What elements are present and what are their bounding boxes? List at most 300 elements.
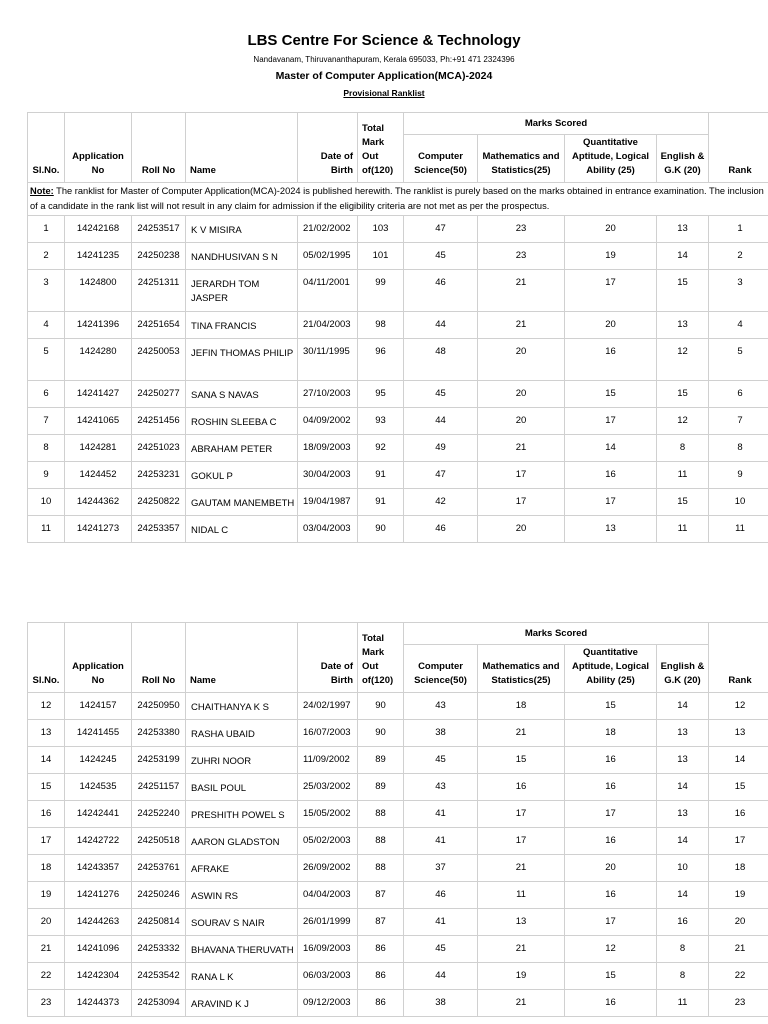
cell-roll-no: 24253542 [132, 963, 186, 990]
note-text: The ranklist for Master of Computer Application(MCA)-2024 is published herewith. The ranklist is purely based on the marks obtained in entrance examination. The inclusion of a candidate in the rank list will not result in any claim for admission if the eligibility criteria are not met as per the prospectus. [30, 186, 764, 211]
cell-dob: 09/12/2003 [298, 990, 358, 1017]
cell-dob: 26/09/2002 [298, 855, 358, 882]
cell-dob: 26/01/1999 [298, 909, 358, 936]
cell-rank: 15 [709, 774, 768, 801]
cell-mathematics: 15 [478, 747, 565, 774]
table-row [28, 516, 768, 543]
cell-application-no: 14243357 [65, 855, 132, 882]
cell-slno: 22 [28, 963, 65, 990]
table-row [28, 747, 768, 774]
cell-quantitative: 20 [565, 855, 657, 882]
cell-name: AFRAKE [186, 855, 298, 882]
cell-computer-science: 44 [404, 408, 478, 435]
cell-total: 91 [358, 462, 404, 489]
table-row [28, 408, 768, 435]
cell-total: 89 [358, 774, 404, 801]
cell-computer-science: 38 [404, 720, 478, 747]
cell-computer-science: 43 [404, 693, 478, 720]
cell-quantitative: 16 [565, 747, 657, 774]
cell-application-no: 14241276 [65, 882, 132, 909]
cell-mathematics: 11 [478, 882, 565, 909]
table-row [28, 963, 768, 990]
cell-slno: 4 [28, 312, 65, 339]
cell-application-no: 1424452 [65, 462, 132, 489]
col-header-english: English & G.K (20) [657, 645, 709, 693]
cell-english: 11 [657, 462, 709, 489]
cell-roll-no: 24250814 [132, 909, 186, 936]
cell-total: 86 [358, 936, 404, 963]
cell-mathematics: 21 [478, 270, 565, 312]
table-row [28, 339, 768, 381]
cell-mathematics: 17 [478, 828, 565, 855]
cell-application-no: 14241096 [65, 936, 132, 963]
cell-application-no: 14241065 [65, 408, 132, 435]
cell-computer-science: 48 [404, 339, 478, 381]
cell-application-no: 1424157 [65, 693, 132, 720]
cell-application-no: 14241455 [65, 720, 132, 747]
cell-english: 13 [657, 747, 709, 774]
cell-mathematics: 20 [478, 381, 565, 408]
cell-slno: 5 [28, 339, 65, 381]
cell-roll-no: 24250246 [132, 882, 186, 909]
cell-dob: 05/02/1995 [298, 243, 358, 270]
cell-name: ROSHIN SLEEBA C [186, 408, 298, 435]
cell-rank: 8 [709, 435, 768, 462]
cell-total: 101 [358, 243, 404, 270]
cell-english: 12 [657, 339, 709, 381]
cell-computer-science: 43 [404, 774, 478, 801]
table-row [28, 270, 768, 312]
table-row [28, 774, 768, 801]
table-row [28, 435, 768, 462]
cell-rank: 9 [709, 462, 768, 489]
cell-rank: 3 [709, 270, 768, 312]
cell-computer-science: 42 [404, 489, 478, 516]
cell-dob: 24/02/1997 [298, 693, 358, 720]
cell-name: PRESHITH POWEL S [186, 801, 298, 828]
cell-rank: 23 [709, 990, 768, 1017]
cell-slno: 11 [28, 516, 65, 543]
cell-roll-no: 24253199 [132, 747, 186, 774]
cell-english: 16 [657, 909, 709, 936]
cell-application-no: 1424280 [65, 339, 132, 381]
table-row [28, 855, 768, 882]
table-row [28, 462, 768, 489]
cell-rank: 12 [709, 693, 768, 720]
cell-rank: 16 [709, 801, 768, 828]
cell-quantitative: 12 [565, 936, 657, 963]
cell-application-no: 14242304 [65, 963, 132, 990]
cell-application-no: 14242441 [65, 801, 132, 828]
cell-english: 8 [657, 435, 709, 462]
cell-total: 88 [358, 855, 404, 882]
cell-rank: 21 [709, 936, 768, 963]
cell-dob: 30/04/2003 [298, 462, 358, 489]
cell-mathematics: 21 [478, 435, 565, 462]
cell-roll-no: 24251654 [132, 312, 186, 339]
col-header-application-no: Application No [65, 113, 132, 183]
cell-dob: 05/02/2003 [298, 828, 358, 855]
cell-name: K V MISIRA [186, 216, 298, 243]
cell-mathematics: 18 [478, 693, 565, 720]
cell-total: 93 [358, 408, 404, 435]
col-header-name: Name [186, 113, 298, 183]
cell-name: JERARDH TOM JASPER [186, 270, 298, 312]
col-header-computer-science: Computer Science(50) [404, 645, 478, 693]
cell-quantitative: 16 [565, 882, 657, 909]
cell-total: 86 [358, 990, 404, 1017]
cell-quantitative: 16 [565, 462, 657, 489]
cell-quantitative: 16 [565, 339, 657, 381]
cell-slno: 10 [28, 489, 65, 516]
cell-quantitative: 17 [565, 270, 657, 312]
col-header-quantitative: Quantitative Aptitude, Logical Ability (25) [565, 645, 657, 693]
col-header-total: Total Mark Out of(120) [358, 623, 404, 693]
cell-mathematics: 17 [478, 801, 565, 828]
cell-mathematics: 20 [478, 339, 565, 381]
cell-quantitative: 13 [565, 516, 657, 543]
cell-roll-no: 24250822 [132, 489, 186, 516]
table-row [28, 936, 768, 963]
col-header-dob: Date of Birth [298, 113, 358, 183]
cell-computer-science: 46 [404, 270, 478, 312]
cell-total: 92 [358, 435, 404, 462]
cell-rank: 6 [709, 381, 768, 408]
cell-rank: 5 [709, 339, 768, 381]
cell-name: NIDAL C [186, 516, 298, 543]
cell-rank: 11 [709, 516, 768, 543]
cell-roll-no: 24253357 [132, 516, 186, 543]
cell-mathematics: 16 [478, 774, 565, 801]
cell-name: JEFIN THOMAS PHILIP [186, 339, 298, 381]
col-header-rank: Rank [709, 623, 768, 693]
cell-dob: 30/11/1995 [298, 339, 358, 381]
cell-total: 89 [358, 747, 404, 774]
col-header-mathematics: Mathematics and Statistics(25) [478, 645, 565, 693]
cell-total: 88 [358, 801, 404, 828]
cell-computer-science: 41 [404, 828, 478, 855]
cell-mathematics: 23 [478, 243, 565, 270]
cell-dob: 11/09/2002 [298, 747, 358, 774]
cell-slno: 21 [28, 936, 65, 963]
cell-quantitative: 17 [565, 489, 657, 516]
cell-roll-no: 24250277 [132, 381, 186, 408]
cell-dob: 04/09/2002 [298, 408, 358, 435]
cell-name: SOURAV S NAIR [186, 909, 298, 936]
cell-english: 14 [657, 828, 709, 855]
cell-computer-science: 47 [404, 216, 478, 243]
cell-rank: 22 [709, 963, 768, 990]
col-header-application-no: Application No [65, 623, 132, 693]
col-header-total: Total Mark Out of(120) [358, 113, 404, 183]
cell-quantitative: 14 [565, 435, 657, 462]
cell-quantitative: 19 [565, 243, 657, 270]
cell-quantitative: 16 [565, 828, 657, 855]
cell-application-no: 1424535 [65, 774, 132, 801]
table-row [28, 243, 768, 270]
cell-english: 14 [657, 774, 709, 801]
col-header-slno: Sl.No. [28, 113, 65, 183]
cell-mathematics: 21 [478, 990, 565, 1017]
cell-name: NANDHUSIVAN S N [186, 243, 298, 270]
cell-rank: 10 [709, 489, 768, 516]
cell-quantitative: 17 [565, 408, 657, 435]
ranklist-heading: Provisional Ranklist [343, 88, 425, 98]
table-row [28, 990, 768, 1017]
cell-quantitative: 17 [565, 909, 657, 936]
cell-rank: 13 [709, 720, 768, 747]
col-header-roll-no: Roll No [132, 113, 186, 183]
note-label: Note: [30, 186, 54, 196]
cell-total: 90 [358, 720, 404, 747]
col-header-marks-scored: Marks Scored [404, 623, 709, 645]
cell-slno: 20 [28, 909, 65, 936]
cell-english: 13 [657, 312, 709, 339]
cell-total: 87 [358, 882, 404, 909]
cell-roll-no: 24253517 [132, 216, 186, 243]
cell-computer-science: 45 [404, 936, 478, 963]
col-header-quantitative: Quantitative Aptitude, Logical Ability (25) [565, 135, 657, 183]
cell-computer-science: 49 [404, 435, 478, 462]
cell-application-no: 1424800 [65, 270, 132, 312]
table-row [28, 828, 768, 855]
cell-quantitative: 20 [565, 216, 657, 243]
cell-quantitative: 16 [565, 774, 657, 801]
cell-computer-science: 46 [404, 882, 478, 909]
cell-computer-science: 44 [404, 963, 478, 990]
cell-slno: 3 [28, 270, 65, 312]
cell-name: CHAITHANYA K S [186, 693, 298, 720]
cell-dob: 06/03/2003 [298, 963, 358, 990]
cell-application-no: 14244373 [65, 990, 132, 1017]
cell-english: 14 [657, 243, 709, 270]
cell-roll-no: 24251157 [132, 774, 186, 801]
cell-mathematics: 23 [478, 216, 565, 243]
cell-application-no: 14241235 [65, 243, 132, 270]
col-header-slno: Sl.No. [28, 623, 65, 693]
cell-english: 12 [657, 408, 709, 435]
cell-english: 15 [657, 489, 709, 516]
cell-computer-science: 41 [404, 909, 478, 936]
cell-dob: 15/05/2002 [298, 801, 358, 828]
cell-roll-no: 24250053 [132, 339, 186, 381]
cell-slno: 19 [28, 882, 65, 909]
cell-mathematics: 20 [478, 516, 565, 543]
cell-slno: 14 [28, 747, 65, 774]
cell-name: BHAVANA THERUVATH [186, 936, 298, 963]
cell-english: 13 [657, 801, 709, 828]
cell-total: 90 [358, 516, 404, 543]
cell-computer-science: 45 [404, 747, 478, 774]
cell-roll-no: 24252240 [132, 801, 186, 828]
cell-roll-no: 24251456 [132, 408, 186, 435]
cell-roll-no: 24253380 [132, 720, 186, 747]
cell-rank: 19 [709, 882, 768, 909]
cell-slno: 23 [28, 990, 65, 1017]
table-row [28, 801, 768, 828]
cell-name: ZUHRI NOOR [186, 747, 298, 774]
cell-slno: 15 [28, 774, 65, 801]
cell-quantitative: 20 [565, 312, 657, 339]
cell-mathematics: 21 [478, 720, 565, 747]
cell-mathematics: 20 [478, 408, 565, 435]
cell-mathematics: 13 [478, 909, 565, 936]
cell-english: 11 [657, 516, 709, 543]
cell-rank: 17 [709, 828, 768, 855]
cell-quantitative: 15 [565, 381, 657, 408]
col-header-roll-no: Roll No [132, 623, 186, 693]
cell-total: 99 [358, 270, 404, 312]
cell-english: 11 [657, 990, 709, 1017]
cell-quantitative: 15 [565, 693, 657, 720]
cell-rank: 18 [709, 855, 768, 882]
cell-mathematics: 19 [478, 963, 565, 990]
cell-dob: 27/10/2003 [298, 381, 358, 408]
cell-slno: 18 [28, 855, 65, 882]
cell-total: 96 [358, 339, 404, 381]
cell-dob: 03/04/2003 [298, 516, 358, 543]
cell-name: TINA FRANCIS [186, 312, 298, 339]
table-row [28, 312, 768, 339]
table-row [28, 489, 768, 516]
cell-dob: 16/09/2003 [298, 936, 358, 963]
table-row [28, 909, 768, 936]
ranklist-note [28, 183, 768, 216]
cell-rank: 1 [709, 216, 768, 243]
cell-application-no: 14241273 [65, 516, 132, 543]
col-header-name: Name [186, 623, 298, 693]
cell-dob: 19/04/1987 [298, 489, 358, 516]
cell-rank: 2 [709, 243, 768, 270]
cell-total: 86 [358, 963, 404, 990]
table-row [28, 720, 768, 747]
cell-total: 98 [358, 312, 404, 339]
cell-slno: 17 [28, 828, 65, 855]
cell-slno: 2 [28, 243, 65, 270]
cell-slno: 1 [28, 216, 65, 243]
cell-name: RANA L K [186, 963, 298, 990]
cell-name: ARAVIND K J [186, 990, 298, 1017]
cell-english: 14 [657, 882, 709, 909]
cell-quantitative: 18 [565, 720, 657, 747]
cell-slno: 13 [28, 720, 65, 747]
cell-roll-no: 24253761 [132, 855, 186, 882]
cell-total: 87 [358, 909, 404, 936]
cell-name: RASHA UBAID [186, 720, 298, 747]
cell-english: 13 [657, 216, 709, 243]
cell-dob: 18/09/2003 [298, 435, 358, 462]
cell-english: 13 [657, 720, 709, 747]
cell-roll-no: 24251023 [132, 435, 186, 462]
cell-dob: 16/07/2003 [298, 720, 358, 747]
cell-english: 15 [657, 381, 709, 408]
institute-address: Nandavanam, Thiruvananthapuram, Kerala 695033, Ph:+91 471 2324396 [253, 55, 515, 64]
cell-name: ASWIN RS [186, 882, 298, 909]
ranklist-table-page-1 [27, 112, 768, 543]
cell-rank: 4 [709, 312, 768, 339]
table-row [28, 381, 768, 408]
cell-application-no: 14241427 [65, 381, 132, 408]
cell-total: 95 [358, 381, 404, 408]
cell-computer-science: 45 [404, 243, 478, 270]
cell-name: AARON GLADSTON [186, 828, 298, 855]
cell-dob: 21/04/2003 [298, 312, 358, 339]
table-row [28, 882, 768, 909]
cell-computer-science: 37 [404, 855, 478, 882]
table-row [28, 216, 768, 243]
cell-roll-no: 24250950 [132, 693, 186, 720]
cell-application-no: 14241396 [65, 312, 132, 339]
cell-quantitative: 17 [565, 801, 657, 828]
cell-roll-no: 24251311 [132, 270, 186, 312]
cell-application-no: 1424245 [65, 747, 132, 774]
cell-roll-no: 24250238 [132, 243, 186, 270]
col-header-dob: Date of Birth [298, 623, 358, 693]
cell-application-no: 1424281 [65, 435, 132, 462]
course-title: Master of Computer Application(MCA)-2024 [275, 70, 493, 82]
cell-dob: 04/04/2003 [298, 882, 358, 909]
cell-dob: 04/11/2001 [298, 270, 358, 312]
cell-roll-no: 24253094 [132, 990, 186, 1017]
cell-mathematics: 21 [478, 855, 565, 882]
cell-total: 90 [358, 693, 404, 720]
cell-mathematics: 21 [478, 312, 565, 339]
cell-total: 103 [358, 216, 404, 243]
cell-english: 15 [657, 270, 709, 312]
cell-name: SANA S NAVAS [186, 381, 298, 408]
cell-computer-science: 47 [404, 462, 478, 489]
cell-slno: 8 [28, 435, 65, 462]
cell-slno: 12 [28, 693, 65, 720]
cell-computer-science: 45 [404, 381, 478, 408]
cell-slno: 9 [28, 462, 65, 489]
col-header-computer-science: Computer Science(50) [404, 135, 478, 183]
cell-roll-no: 24253231 [132, 462, 186, 489]
cell-computer-science: 44 [404, 312, 478, 339]
cell-slno: 7 [28, 408, 65, 435]
ranklist-table-page-2 [27, 622, 768, 1017]
cell-dob: 21/02/2002 [298, 216, 358, 243]
table-row [28, 693, 768, 720]
cell-mathematics: 17 [478, 462, 565, 489]
cell-computer-science: 38 [404, 990, 478, 1017]
cell-application-no: 14242722 [65, 828, 132, 855]
cell-application-no: 14244263 [65, 909, 132, 936]
cell-quantitative: 16 [565, 990, 657, 1017]
cell-english: 8 [657, 963, 709, 990]
cell-mathematics: 21 [478, 936, 565, 963]
cell-dob: 25/03/2002 [298, 774, 358, 801]
col-header-marks-scored: Marks Scored [404, 113, 709, 135]
col-header-mathematics: Mathematics and Statistics(25) [478, 135, 565, 183]
col-header-english: English & G.K (20) [657, 135, 709, 183]
cell-slno: 16 [28, 801, 65, 828]
cell-rank: 14 [709, 747, 768, 774]
cell-quantitative: 15 [565, 963, 657, 990]
cell-rank: 7 [709, 408, 768, 435]
cell-roll-no: 24250518 [132, 828, 186, 855]
col-header-rank: Rank [709, 113, 768, 183]
cell-name: GOKUL P [186, 462, 298, 489]
cell-total: 91 [358, 489, 404, 516]
document-title: LBS Centre For Science & Technology [247, 32, 521, 49]
cell-name: BASIL POUL [186, 774, 298, 801]
cell-application-no: 14244362 [65, 489, 132, 516]
cell-application-no: 14242168 [65, 216, 132, 243]
cell-name: GAUTAM MANEMBETH [186, 489, 298, 516]
cell-computer-science: 46 [404, 516, 478, 543]
cell-roll-no: 24253332 [132, 936, 186, 963]
